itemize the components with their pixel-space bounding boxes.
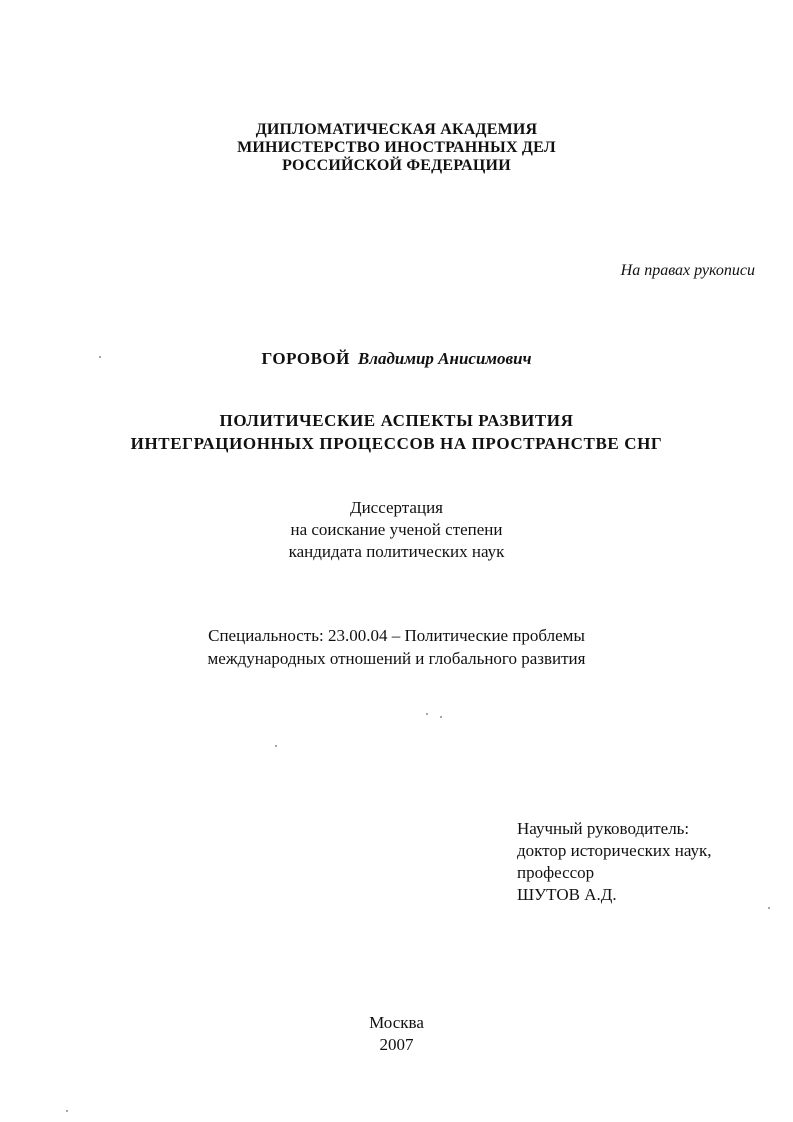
author-given-names: Владимир Анисимович [357,349,532,368]
supervisor-name: ШУТОВ А.Д. [517,885,617,904]
dissertation-title-line-1: ПОЛИТИЧЕСКИЕ АСПЕКТЫ РАЗВИТИЯ [219,411,574,430]
work-type-line-2: на соискание ученой степени [290,520,503,539]
scan-speck [768,907,770,909]
year: 2007 [379,1035,414,1054]
scan-speck [426,713,428,715]
scan-speck [99,356,101,358]
supervisor-degree: доктор исторических наук, [517,841,712,860]
city: Москва [369,1013,424,1032]
supervisor-title: профессор [517,863,595,882]
institution-line-3: РОССИЙСКОЙ ФЕДЕРАЦИИ [282,157,511,174]
institution-line-1: ДИПЛОМАТИЧЕСКАЯ АКАДЕМИЯ [255,121,538,138]
institution-line-2: МИНИСТЕРСТВО ИНОСТРАННЫХ ДЕЛ [237,139,556,156]
work-type-line-3: кандидата политических наук [288,542,505,561]
specialty-line-2: международных отношений и глобального развития [207,649,586,668]
work-type-line-1: Диссертация [349,498,443,517]
author-surname: ГОРОВОЙ [261,349,350,368]
supervisor-label: Научный руководитель: [517,819,690,838]
specialty-line-1: Специальность: 23.00.04 – Политические проблемы [208,626,585,645]
scan-speck [440,716,442,718]
manuscript-rights-note: На правах рукописи [620,262,755,279]
author-name [0,350,793,367]
scan-speck [66,1110,68,1112]
dissertation-title-line-2: ИНТЕГРАЦИОННЫХ ПРОЦЕССОВ НА ПРОСТРАНСТВЕ СНГ [130,434,663,453]
scan-speck [275,745,277,747]
